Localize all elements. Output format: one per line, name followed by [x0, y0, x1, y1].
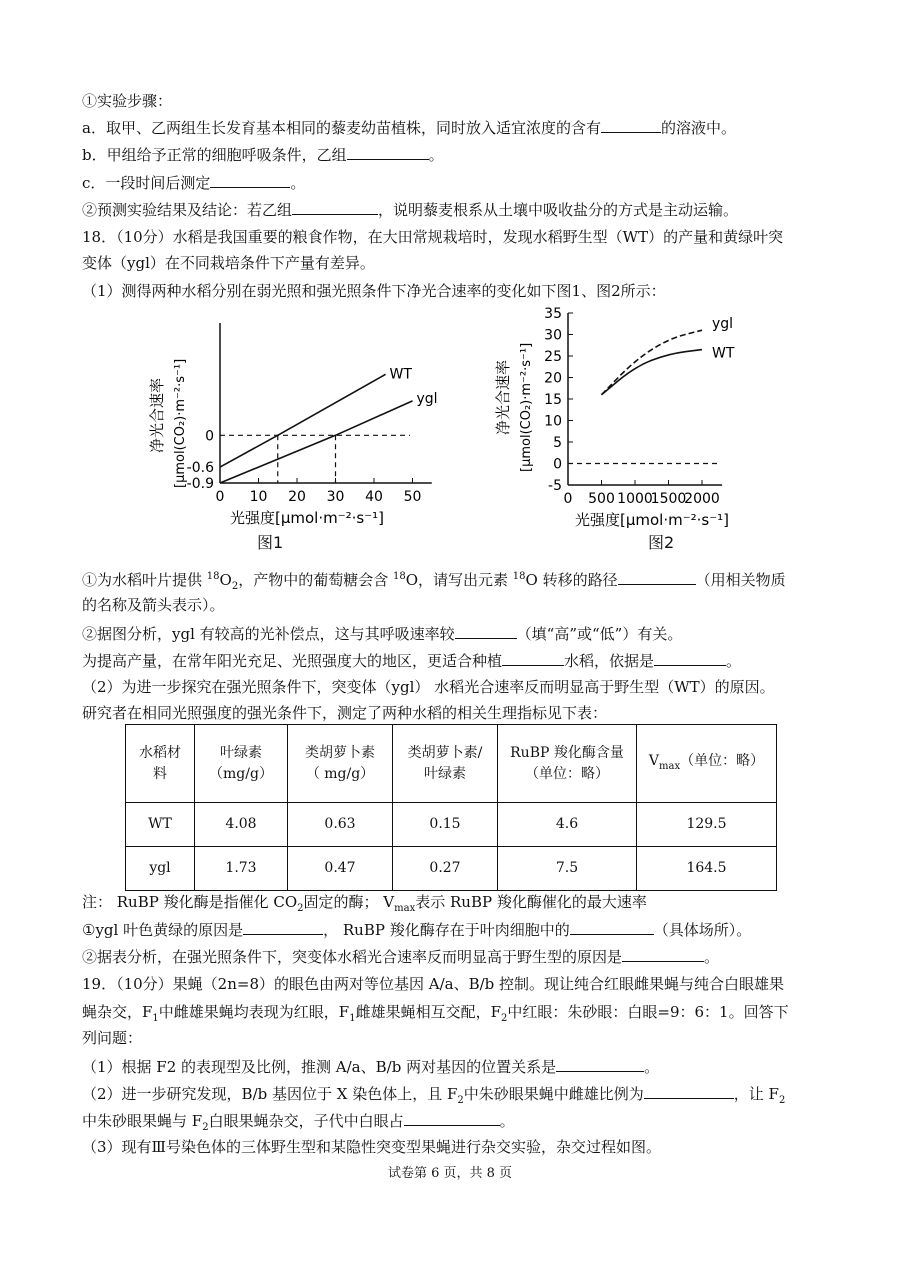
- q19-stem-2: 蝇杂交，$F_1$中雌雄果蝇均表现为红眼，$F_1$雌雄果蝇相互交配，$F_2$中红眼：朱砂眼：白眼=9：6：1。回答下: [82, 1003, 789, 1024]
- table-row: [126, 847, 777, 891]
- table-cell: 164.5: [637, 847, 777, 891]
- q19-part2-cont: 中朱砂眼果蝇与 $F_2$白眼果蝇杂交，子代中白眼占 。: [82, 1109, 840, 1139]
- figure-1-chart: [140, 318, 438, 528]
- y-tick-label: 0: [553, 456, 562, 473]
- y-tick-label: 0: [205, 428, 214, 445]
- q18-stem-1: 18．（10分）水稻是我国重要的粮食作物，在大田常规栽培时，发现水稻野生型（WT）的产量和黄绿叶突: [82, 228, 784, 246]
- answer-blank[interactable]: [502, 649, 564, 666]
- q18-stem-2: 变体（ygl）在不同栽培条件下产量有差异。: [82, 254, 375, 272]
- y-tick-label: 5: [553, 435, 562, 451]
- q18-part1: （1）测得两种水稻分别在弱光照和强光照条件下净光合速率的变化如下图1、图2所示：: [82, 282, 666, 300]
- y-axis-unit: [μmol(CO₂)·m⁻²·s⁻¹]: [173, 358, 188, 488]
- series-label: WT: [389, 366, 412, 383]
- x-tick-label: 1500: [650, 491, 687, 507]
- y-tick-label: 15: [544, 392, 562, 408]
- table-cell: 4.08: [195, 803, 288, 847]
- q18-2-1: ①ygl 叶色黄绿的原因是 ， RuBP 羧化酶存在于叶肉细胞中的 （具体场所）。: [82, 918, 840, 941]
- table-cell: 0.27: [393, 847, 498, 891]
- y-axis-label: 净光合速率: [494, 359, 512, 435]
- x-tick-label: 500: [588, 491, 615, 507]
- q19-part1: （1）根据 F2 的表现型及比例，推测 A/a、B/b 两对基因的位置关系是 。: [82, 1055, 840, 1078]
- table-cell: 7.5: [498, 847, 637, 891]
- y-tick-label: -0.9: [186, 476, 214, 492]
- prediction: ②预测实验结果及结论：若乙组 ，说明藜麦根系从土壤中吸收盐分的方式是主动运输。: [82, 198, 840, 221]
- q18-part2-cont: 研究者在相同光照强度的强光条件下，测定了两种水稻的相关生理指标见下表：: [82, 704, 608, 722]
- step-c: c．一段时间后测定 。: [82, 171, 840, 194]
- table-cell: ygl: [126, 847, 195, 891]
- q19-part2: （2）进一步研究发现，B/b 基因位于 X 染色体上，且 $F_2$中朱砂眼果蝇中雌雄比例为 ，让 $F_2$: [82, 1082, 840, 1112]
- table-cell: WT: [126, 803, 195, 847]
- table-header-row: [126, 725, 777, 803]
- x-tick-label: 0: [563, 491, 573, 507]
- x-tick-label: 50: [403, 489, 422, 505]
- y-tick-label: 30: [544, 327, 562, 344]
- series-label: ygl: [712, 316, 734, 333]
- series-line-WT: [220, 374, 386, 467]
- table-cell: 0.15: [393, 803, 498, 847]
- y-tick-label: 25: [544, 349, 562, 365]
- page-footer: 试卷第 6 页，共 8 页: [387, 1166, 513, 1181]
- x-tick-label: 30: [326, 489, 345, 505]
- figure-1-caption: 图1: [257, 533, 284, 552]
- answer-blank[interactable]: [644, 1082, 734, 1099]
- series-label: WT: [712, 345, 735, 362]
- q19-stem-3: 列问题：: [82, 1029, 143, 1047]
- answer-blank[interactable]: [654, 649, 726, 666]
- table-note: 注： RuBP 羧化酶是指催化 $CO_2$固定的酶； $V_{max}$表示 RuBP 羧化酶催化的最大速率: [82, 893, 647, 914]
- y-axis-label: 净光合速率: [148, 377, 166, 453]
- answer-blank[interactable]: [243, 918, 323, 935]
- step-a: a．取甲、乙两组生长发育基本相同的藜麦幼苗植株，同时放入适宜浓度的含有 的溶液中。: [82, 116, 840, 139]
- y-tick-label: -0.6: [186, 460, 214, 477]
- q19-part3: （3）现有Ⅲ号染色体的三体野生型和某隐性突变型果蝇进行杂交实验，杂交过程如图。: [82, 1138, 662, 1156]
- table-header: 水稻材 料: [126, 725, 195, 803]
- answer-blank[interactable]: [556, 1055, 644, 1072]
- series-line-WT: [602, 350, 703, 395]
- q18-1-3: 为提高产量，在常年阳光充足、光照强度大的地区，更适合种植 水稻，依据是 。: [82, 649, 840, 672]
- x-tick-label: 2000: [684, 491, 720, 507]
- step-b: b．甲组给予正常的细胞呼吸条件，乙组 。: [82, 143, 840, 166]
- table-header: 叶绿素 （mg/g）: [195, 725, 288, 803]
- y-tick-label: -5: [548, 478, 562, 494]
- x-tick-label: 40: [365, 489, 383, 505]
- x-axis-label: 光强度[μmol·m⁻²·s⁻¹]: [575, 511, 730, 529]
- y-tick-label: 35: [544, 306, 562, 322]
- q18-1-1-cont: 的名称及箭头表示）。: [82, 596, 225, 614]
- series-label: ygl: [416, 390, 438, 407]
- y-tick-label: 10: [544, 413, 562, 430]
- y-axis-unit: [μmol(CO₂)·m⁻²·s⁻¹]: [519, 342, 534, 472]
- table-header: RuBP 羧化酶含量 （单位：略）: [498, 725, 637, 803]
- answer-blank[interactable]: [601, 116, 661, 133]
- answer-blank[interactable]: [455, 622, 517, 639]
- answer-blank[interactable]: [404, 1109, 500, 1126]
- answer-blank[interactable]: [210, 171, 290, 188]
- answer-blank[interactable]: [622, 945, 704, 962]
- table-header: 类胡萝卜素/ 叶绿素: [393, 725, 498, 803]
- table-cell: 0.63: [288, 803, 393, 847]
- table-row: [126, 803, 777, 847]
- x-tick-label: 1000: [617, 491, 653, 507]
- step-heading: ①实验步骤：: [82, 92, 173, 110]
- x-tick-label: 0: [215, 489, 225, 505]
- y-tick-label: 20: [544, 370, 562, 387]
- q18-1-1: ①为水稻叶片提供 $^{18}O_2$，产物中的葡萄糖会含 $^{18}$O，请写出元素 $^{18}$O 转移的路径 （用相关物质: [82, 566, 840, 598]
- q18-1-2: ②据图分析，ygl 有较高的光补偿点，这与其呼吸速率较 （填“高”或“低”）有关。: [82, 622, 840, 645]
- table-cell: 1.73: [195, 847, 288, 891]
- table-cell: 0.47: [288, 847, 393, 891]
- answer-blank[interactable]: [570, 918, 654, 935]
- figure-2-chart: [470, 306, 790, 530]
- answer-blank[interactable]: [618, 568, 696, 585]
- physiology-table: [125, 724, 777, 891]
- q18-2-2: ②据表分析，在强光照条件下，突变体水稻光合速率反而明显高于野生型的原因是 。: [82, 945, 840, 968]
- figure-2-caption: 图2: [648, 533, 675, 552]
- table-cell: 129.5: [637, 803, 777, 847]
- answer-blank[interactable]: [292, 198, 378, 215]
- series-line-ygl: [602, 330, 703, 395]
- answer-blank[interactable]: [347, 143, 429, 160]
- x-tick-label: 20: [288, 489, 306, 505]
- x-tick-label: 10: [249, 489, 268, 505]
- table-header: $V_{max}$（单位：略）: [637, 725, 777, 803]
- x-axis-label: 光强度[μmol·m⁻²·s⁻¹]: [230, 509, 385, 527]
- q18-part2: （2）为进一步探究在强光照条件下，突变体（ygl） 水稻光合速率反而明显高于野生型（WT）的原因。: [82, 678, 775, 696]
- table-cell: 4.6: [498, 803, 637, 847]
- table-header: 类胡萝卜素 （ mg/g）: [288, 725, 393, 803]
- q19-stem-1: 19．（10分）果蝇（2n=8）的眼色由两对等位基因 A/a、B/b 控制。现让纯合红眼雌果蝇与纯合白眼雄果: [82, 975, 785, 993]
